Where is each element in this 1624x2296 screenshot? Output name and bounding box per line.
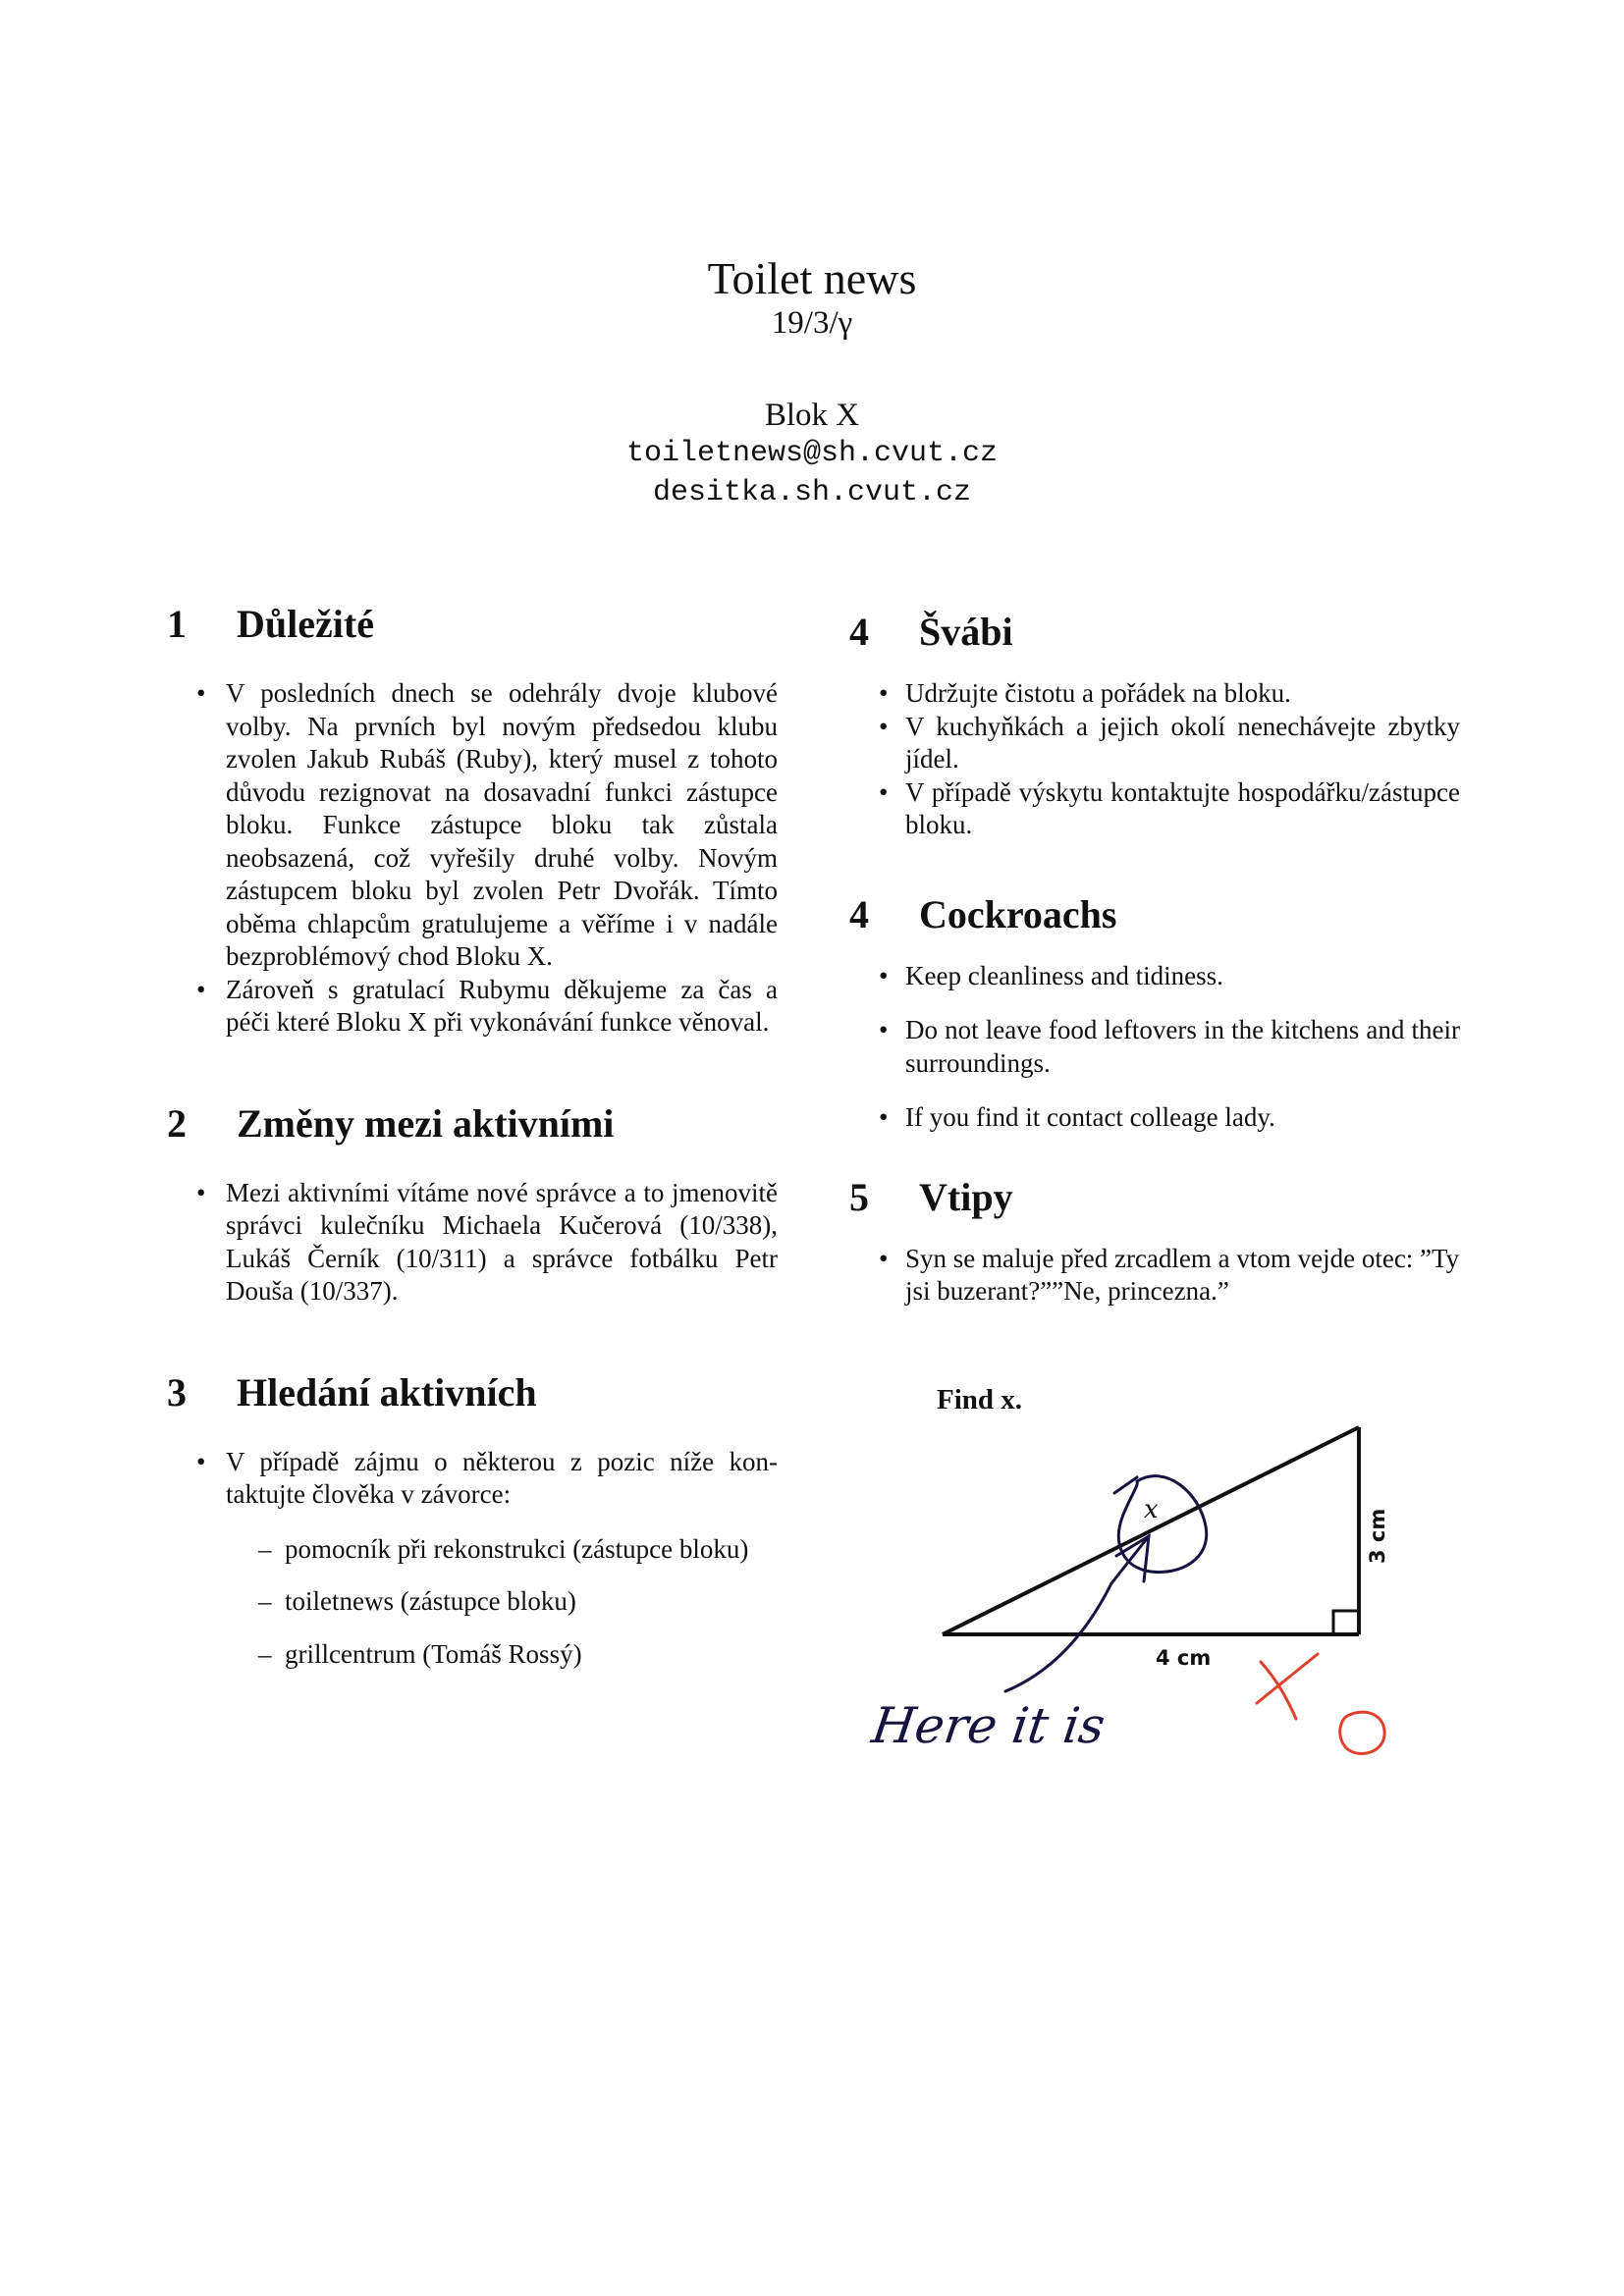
triangle <box>943 1427 1359 1634</box>
list-item: • Syn se maluje před zrcadlem a vtom vejde otec: ”Ty jsi buzerant?””Ne, princezna.” <box>849 1243 1460 1308</box>
bullet-list <box>849 960 1460 1135</box>
bullet-list <box>167 1177 778 1308</box>
x-mark-stroke-2 <box>1261 1662 1296 1719</box>
list-item: • Zároveň s gratulací Rubymu děkujeme za čas a péči které Bloku X při vykonávání funkce věnoval. <box>167 974 778 1040</box>
handwritten-note: Here it is <box>868 1696 1110 1754</box>
section-cockroachs <box>849 891 1460 1135</box>
section-svabi <box>849 609 1460 842</box>
triangle-hypotenuse <box>943 1427 1359 1634</box>
list-item: • V kuchyňkách a jejich okolí nenechávejte zbytky jídel. <box>849 711 1460 776</box>
section-title: Důležité <box>237 602 374 646</box>
right-column <box>849 609 1460 1308</box>
list-item: • V případě výskytu kontaktujte hospodářku/zástupce bloku. <box>849 776 1460 842</box>
x-mark-stroke-1 <box>1257 1654 1318 1703</box>
bullet-list <box>167 677 778 1040</box>
section-title: Hledání aktivních <box>237 1369 537 1415</box>
bullet-list <box>167 1446 778 1672</box>
section-heading <box>167 601 778 648</box>
list-item-text: V případě zájmu o některou z pozic níže kontaktujte člověka v závorce: <box>226 1446 778 1509</box>
right-angle-marker <box>1333 1611 1359 1634</box>
position-item: – grillcentrum (Tomáš Rossý) <box>226 1638 778 1672</box>
section-number: 4 <box>849 891 869 936</box>
list-item: • If you find it contact colleage lady. <box>849 1101 1460 1135</box>
section-zmeny <box>167 1100 778 1308</box>
section-dulezite <box>167 601 778 1040</box>
section-title: Švábi <box>919 610 1013 654</box>
section-title: Vtipy <box>919 1174 1013 1219</box>
section-heading <box>849 609 1460 656</box>
list-item <box>167 1446 778 1672</box>
list-item: • V posledních dnech se odehrály dvoje klubové volby. Na prvních byl novým předsedou klubu zvolen Jakub Rubáš (Ruby), který musel z tohoto důvodu rezignovat na dosavadní funkci zástupce bloku. Funkce zástupce bloku tak zůstala neobsazená, což vyřešily druhé volby. Novým zástupcem bloku byl zvolen Petr Dvořák. Tímto oběma chlapcům gratulujeme a věříme i v nadále bezproblémový chod Bloku X. <box>167 677 778 974</box>
section-number: 5 <box>849 1174 869 1219</box>
section-number: 1 <box>167 602 187 646</box>
list-item: • Mezi aktivními vítáme nové správce a to jmenovitě správci kulečníku Michaela Kučerová (10/338), Lukáš Černík (10/311) a správce fotbálku Petr Douša (10/337). <box>167 1177 778 1308</box>
document-date: 19/3/γ <box>771 305 853 341</box>
list-item: • Udržujte čistotu a pořádek na bloku. <box>849 677 1460 711</box>
section-heading <box>167 1100 778 1148</box>
height-label: 3 cm <box>1366 1508 1389 1564</box>
grading-marks <box>1257 1654 1384 1754</box>
section-title: Změny mezi aktivními <box>237 1100 615 1146</box>
bullet-list <box>849 677 1460 842</box>
section-title: Cockroachs <box>919 891 1117 936</box>
section-heading <box>167 1369 778 1416</box>
section-heading <box>849 891 1460 938</box>
section-number: 4 <box>849 610 869 654</box>
contact-email: toiletnews@sh.cvut.cz <box>625 437 999 470</box>
position-list <box>226 1533 778 1672</box>
document-author: Blok X <box>764 398 860 433</box>
title-block <box>0 253 1624 512</box>
section-hledani <box>167 1369 778 1672</box>
section-heading <box>849 1174 1460 1221</box>
list-item: • Keep cleanliness and tidiness. <box>849 960 1460 993</box>
figure-heading: Find x. <box>937 1384 1023 1415</box>
variable-x: x <box>1144 1495 1159 1524</box>
bullet-list <box>849 1243 1460 1308</box>
document-title: Toilet news <box>707 253 917 303</box>
left-column <box>167 601 778 1690</box>
find-x-figure <box>868 1367 1426 1780</box>
base-label: 4 cm <box>1156 1646 1212 1670</box>
circle-mark <box>1340 1712 1384 1753</box>
list-item: • Do not leave food leftovers in the kitchens and their surroundings. <box>849 1014 1460 1080</box>
section-number: 3 <box>167 1369 187 1415</box>
position-item: – toiletnews (zástupce bloku) <box>226 1585 778 1619</box>
section-vtipy <box>849 1174 1460 1308</box>
contact-website: desitka.sh.cvut.cz <box>652 476 972 509</box>
position-item: – pomocník při rekonstrukci (zástupce bloku) <box>226 1533 778 1567</box>
section-number: 2 <box>167 1100 187 1146</box>
